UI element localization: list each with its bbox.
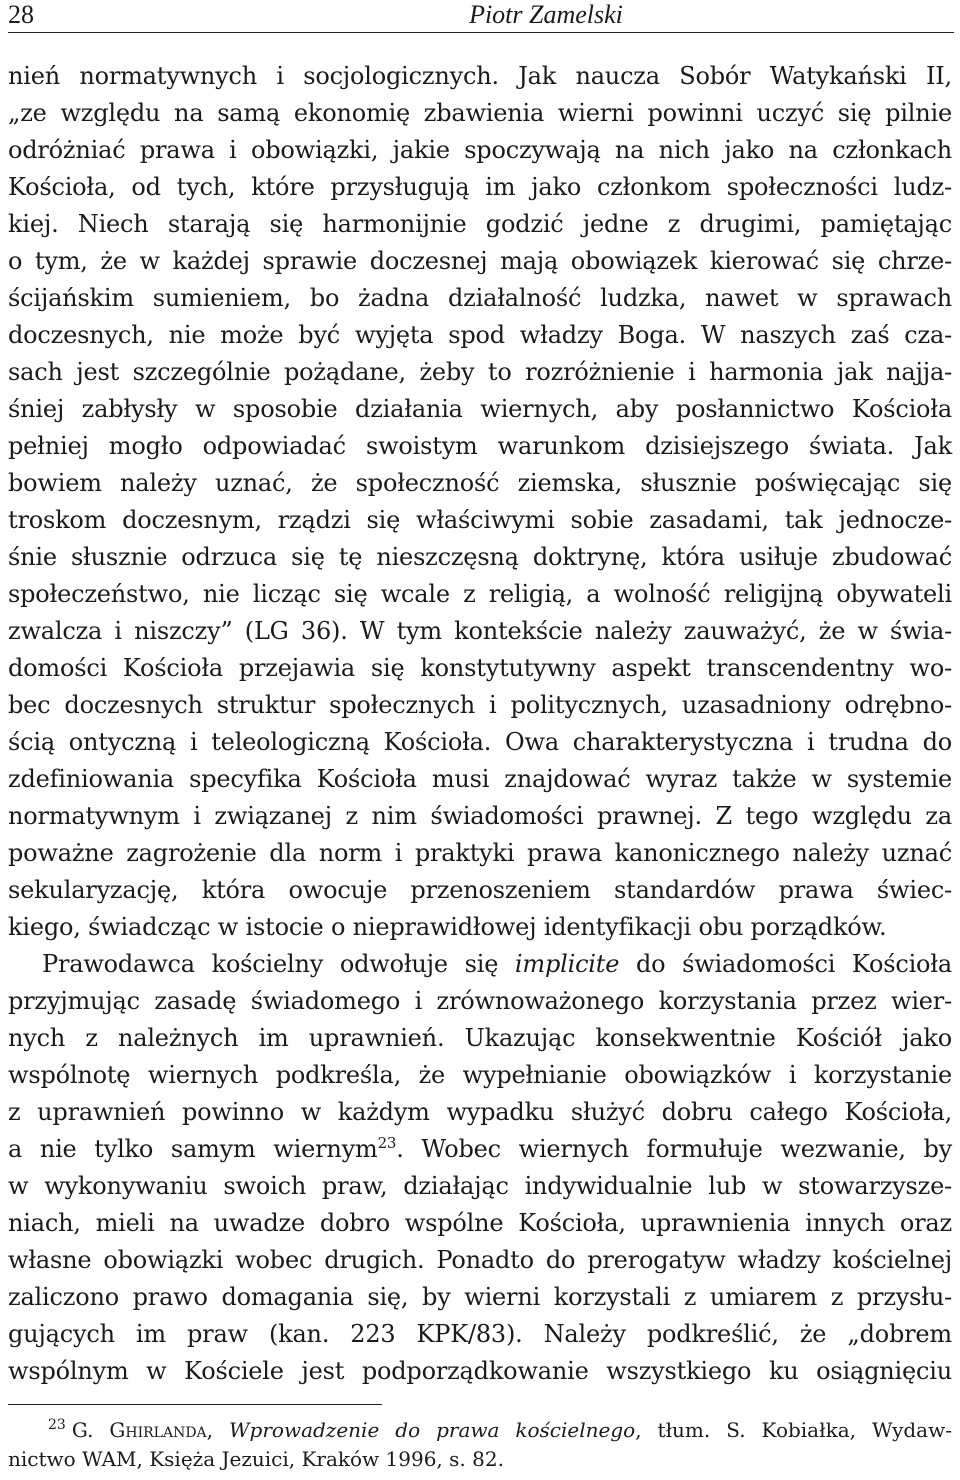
running-head [8,0,954,33]
text-line: sach jest szczególnie pożądane, żeby to rozróżnienie i harmonia jak najja- [8,358,952,386]
text-line: przyjmując zasadę świadomego i zrównoważonego korzystania przez wier- [8,987,952,1015]
text-line: ścią ontyczną i teleologiczną Kościoła. Owa charakterystyczna i trudna do [8,728,952,756]
text-line: domości Kościoła przejawia się konstytutywny aspekt transcendentny wo- [8,654,952,682]
footnote-number: 23 [48,1417,66,1434]
footnote-title: Wprowadzenie do prawa kościelnego [229,1418,636,1442]
text-line: społeczeństwo, nie licząc się wcale z religią, a wolność religijną obywateli [8,580,952,608]
footnote-text: , tłum. S. Kobiałka, Wydaw- [635,1418,952,1442]
text-fragment: a nie tylko samym wiernym [8,1135,378,1163]
text-line: „ze względu na samą ekonomię zbawienia wierni powinni uczyć się pilnie [8,99,952,127]
running-head-author: Piotr Zamelski [469,0,623,29]
footnote-line [8,1416,952,1445]
text-line: z uprawnień powinno w każdym wypadku służyć dobru całego Kościoła, [8,1098,952,1126]
text-line [8,1131,952,1168]
text-line: zwalcza i niszczy” (LG 36). W tym kontekście należy zauważyć, że w świa- [8,617,952,645]
text-line: zaliczono prawo domagania się, by wierni korzystali z umiarem z przysłu- [8,1283,952,1311]
text-line: nień normatywnych i socjologicznych. Jak naucza Sobór Watykański II, [8,62,952,90]
text-line: gujących im praw (kan. 223 KPK/83). Należy podkreślić, że „dobrem [8,1320,952,1348]
text-line-paragraph-start [8,946,952,983]
footnote-initial: G. [71,1418,110,1442]
text-fragment: . Wobec wiernych formułuje wezwanie, by [396,1135,953,1163]
text-line: wspólnym w Kościele jest podporządkowanie wszystkiego ku osiągnięciu [8,1357,952,1385]
text-line: troskom doczesnym, rządzi się właściwymi sobie zasadami, tak jednocze- [8,506,952,534]
text-line: odróżniać prawa i obowiązki, jakie spoczywają na nich jako na członkach [8,136,952,164]
footnotes [8,1416,952,1474]
text-line: nych z należnych im uprawnień. Ukazując konsekwentnie Kościół jako [8,1024,952,1052]
footnote-author: Ghirlanda [109,1418,207,1442]
body-text [8,58,952,1390]
text-line: zdefiniowania specyfika Kościoła musi znajdować wyraz także w systemie [8,765,952,793]
text-line: doczesnych, nie może być wyjęta spod władzy Boga. W naszych zaś cza- [8,321,952,349]
page-number: 28 [8,0,34,29]
italic-term: implicite [514,950,620,978]
text-line: Kościoła, od tych, które przysługują im jako członkom społeczności ludz- [8,173,952,201]
text-line: normatywnym i związanej z nim świadomości prawnej. Z tego względu za [8,802,952,830]
footnote-separator [8,1404,382,1405]
footnote-separator-text: , [206,1418,229,1442]
text-line: kiej. Niech starają się harmonijnie godzić jedne z drugimi, pamiętając [8,210,952,238]
text-line: o tym, że w każdej sprawie doczesnej mają obowiązek kierować się chrze- [8,247,952,275]
text-fragment: Prawodawca kościelny odwołuje się [42,950,515,978]
text-line: pełniej mogło odpowiadać swoistym warunkom dzisiejszego świata. Jak [8,432,952,460]
text-line: w wykonywaniu swoich praw, działając indywidualnie lub w stowarzysze- [8,1172,952,1200]
text-fragment: do świadomości Kościoła [619,950,952,978]
text-line: śnie słusznie odrzuca się tę nieszczęsną doktrynę, która usiłuje zbudować [8,543,952,571]
text-line: bec doczesnych struktur społecznych i politycznych, uzasadniony odrębno- [8,691,952,719]
text-line: wspólnotę wiernych podkreśla, że wypełnianie obowiązków i korzystanie [8,1061,952,1089]
footnote-line: nictwo WAM, Księża Jezuici, Kraków 1996, s. 82. [8,1447,504,1471]
text-line: własne obowiązki wobec drugich. Ponadto do prerogatyw władzy kościelnej [8,1246,952,1274]
text-line: kiego, świadcząc w istocie o nieprawidłowej identyfikacji obu porządków. [8,913,887,941]
text-line: ścijańskim sumieniem, bo żadna działalność ludzka, nawet w sprawach [8,284,952,312]
text-line: sekularyzację, która owocuje przenoszeniem standardów prawa świec- [8,876,952,904]
text-line: poważne zagrożenie dla norm i praktyki prawa kanonicznego należy uznać [8,839,952,867]
text-line: bowiem należy uznać, że społeczność ziemska, słusznie poświęcając się [8,469,952,497]
text-line: niach, mieli na uwadze dobro wspólne Kościoła, uprawnienia innych oraz [8,1209,952,1237]
text-line: śniej zabłysły w sposobie działania wiernych, aby posłannictwo Kościoła [8,395,952,423]
footnote-reference[interactable]: 23 [377,1134,397,1152]
